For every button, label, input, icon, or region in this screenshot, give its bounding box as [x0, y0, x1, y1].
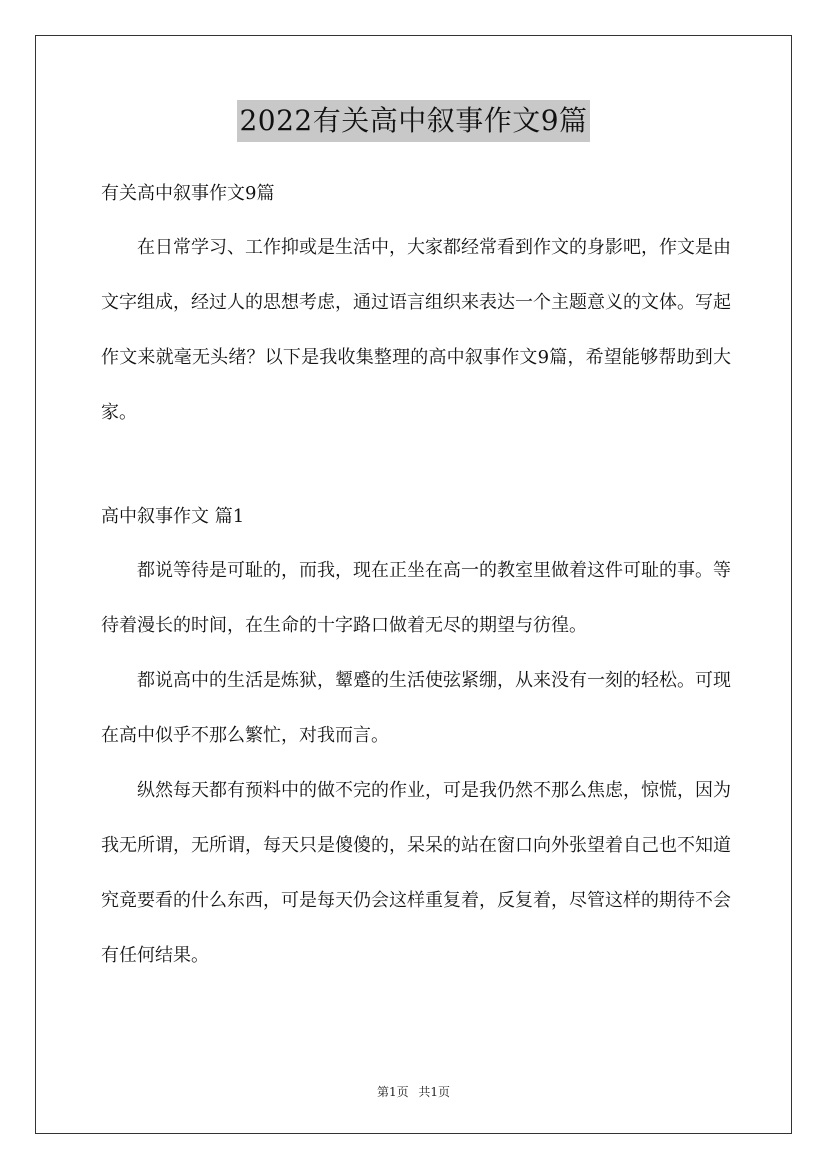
document-title: 2022有关高中叙事作文9篇 — [237, 100, 589, 142]
body-paragraph: 纵然每天都有预料中的做不完的作业，可是我仍然不那么焦虑，惊慌，因为我无所谓，无所谓，每天只是傻傻的，呆呆的站在窗口向外张望着自己也不知道究竟要看的什么东西，可是每天仍会这样重复着，反复着，尽管这样的期待不会有任何结果。 — [101, 780, 731, 966]
body-paragraph: 都说高中的生活是炼狱，颦蹙的生活使弦紧绷，从来没有一刻的轻松。可现在高中似乎不那么繁忙，对我而言。 — [101, 670, 731, 746]
section-heading: 高中叙事作文 篇1 — [101, 506, 245, 527]
title-container — [0, 100, 827, 142]
section-spacer — [101, 440, 731, 491]
body-paragraph: 都说等待是可耻的，而我，现在正坐在高一的教室里做着这件可耻的事。等待着漫长的时间，在生命的十字路口做着无尽的期望与彷徨。 — [101, 560, 731, 636]
page-total: 共1页 — [418, 1085, 451, 1099]
page-footer — [0, 1084, 827, 1100]
intro-paragraph: 在日常学习、工作抑或是生活中，大家都经常看到作文的身影吧，作文是由文字组成，经过人的思想考虑，通过语言组织来表达一个主题意义的文体。写起作文来就毫无头绪？以下是我收集整理的高中叙事作文9篇，希望能够帮助到大家。 — [101, 237, 731, 423]
document-body — [101, 168, 731, 983]
intro-heading: 有关高中叙事作文9篇 — [101, 183, 275, 204]
page-number: 第1页 — [376, 1085, 409, 1099]
